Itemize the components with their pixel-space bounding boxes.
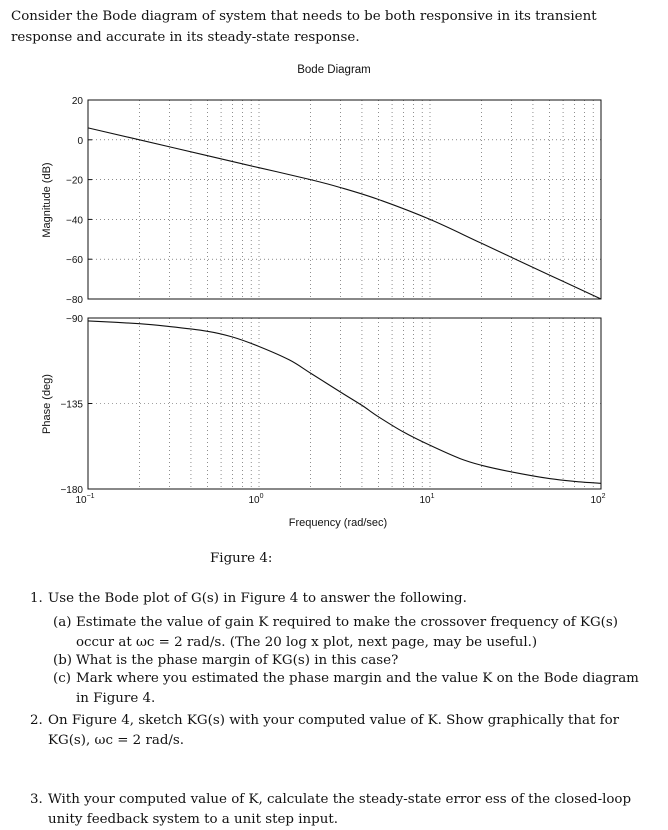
y-tick-label: −90 — [66, 314, 83, 325]
y-tick-label: −40 — [66, 215, 83, 227]
question-label: (c) — [53, 671, 71, 686]
y-tick-label: −135 — [60, 399, 83, 411]
phase-tick-labels — [60, 314, 92, 496]
x-tick-label: $10^1$ — [419, 493, 435, 506]
x-tick-label: $10^2$ — [590, 493, 606, 506]
x-tick-label: $10^0$ — [248, 493, 264, 506]
phase-axis-label: Phase (deg) — [41, 374, 53, 434]
frequency-axis-label: Frequency (rad/sec) — [288, 517, 388, 529]
question-label: (a) — [53, 615, 72, 630]
magnitude-plot-frame — [88, 100, 601, 299]
phase-curve — [88, 321, 601, 483]
y-tick-label: −20 — [66, 175, 83, 187]
y-tick-label: 20 — [71, 96, 83, 107]
phase-grid — [88, 318, 601, 489]
question-number: 1. — [30, 591, 43, 606]
y-tick-label: 0 — [77, 135, 83, 147]
question-label: (b) — [53, 653, 73, 668]
magnitude-axis-label: Magnitude (dB) — [41, 162, 53, 238]
question-number: 2. — [30, 713, 43, 728]
question-text: On Figure 4, sketch KG(s) with your computed value of K. Show graphically that for KG(s), ωc = 2 rad/s. — [48, 713, 620, 748]
y-tick-label: −80 — [66, 295, 83, 306]
y-tick-label: −60 — [66, 255, 83, 267]
magnitude-grid — [88, 100, 601, 299]
y-tick-label: −180 — [60, 485, 83, 496]
intro-paragraph: Consider the Bode diagram of system that needs to be both responsive in its transient response and accurate in its steady-state response. — [11, 9, 597, 45]
question-text: Use the Bode plot of G(s) in Figure 4 to answer the following. — [48, 591, 467, 606]
magnitude-curve — [88, 128, 601, 299]
question-text: With your computed value of K, calculate the steady-state error ess of the closed-loop unity feedback system to a unit step input. — [48, 792, 632, 827]
question-text: Mark where you estimated the phase margin and the value K on the Bode diagram in Figure 4. — [76, 671, 639, 706]
question-text: What is the phase margin of KG(s) in this case? — [76, 653, 399, 668]
question-text: Estimate the value of gain K required to make the crossover frequency of KG(s) occur at ωc = 2 rad/s. (The 20 log x plot, next page, may be useful.) — [76, 615, 619, 650]
x-tick-label: $10^{-1}$ — [75, 493, 95, 506]
question-number: 3. — [30, 792, 43, 807]
frequency-tick-labels — [75, 493, 605, 506]
figure-caption: Figure 4: — [210, 551, 273, 566]
chart-title: Bode Diagram — [297, 64, 371, 76]
